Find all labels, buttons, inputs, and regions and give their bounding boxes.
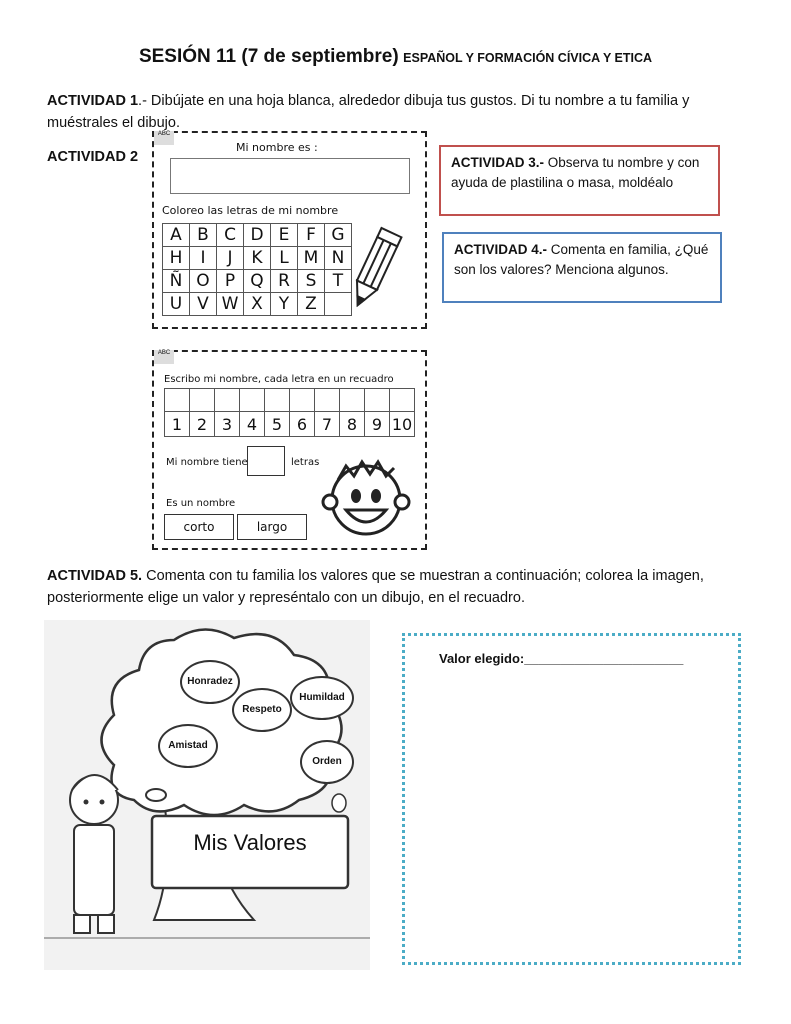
letter-box[interactable] bbox=[265, 389, 290, 412]
number-cell: 8 bbox=[340, 412, 365, 437]
number-cell: 3 bbox=[215, 412, 240, 437]
number-grid bbox=[164, 388, 415, 437]
count-card bbox=[152, 350, 427, 550]
letter-cell[interactable]: G bbox=[325, 224, 352, 247]
letter-cell[interactable]: Y bbox=[271, 293, 298, 316]
number-cell: 7 bbox=[315, 412, 340, 437]
apple-honradez: Honradez bbox=[180, 660, 240, 704]
chosen-value-label: Valor elegido:______________________ bbox=[439, 651, 684, 666]
letter-cell[interactable]: V bbox=[190, 293, 217, 316]
letter-cell[interactable]: H bbox=[163, 247, 190, 270]
letter-cell[interactable]: F bbox=[298, 224, 325, 247]
name-label: Mi nombre es : bbox=[236, 141, 318, 154]
letter-cell[interactable]: A bbox=[163, 224, 190, 247]
number-cell: 1 bbox=[165, 412, 190, 437]
pencil-icon bbox=[346, 223, 404, 313]
letter-cell[interactable]: X bbox=[244, 293, 271, 316]
number-cell: 10 bbox=[390, 412, 415, 437]
letter-cell[interactable]: M bbox=[298, 247, 325, 270]
count-box[interactable] bbox=[247, 446, 285, 476]
number-cell: 5 bbox=[265, 412, 290, 437]
activity-1: ACTIVIDAD 1.- Dibújate en una hoja blanca, alrededor dibuja tus gustos. Di tu nombre a tu familia y muéstrales el dibujo. bbox=[47, 93, 690, 131]
letter-cell[interactable]: L bbox=[271, 247, 298, 270]
apple-amistad: Amistad bbox=[158, 724, 218, 768]
letter-cell[interactable]: I bbox=[190, 247, 217, 270]
letter-cell[interactable]: O bbox=[190, 270, 217, 293]
number-cell: 9 bbox=[365, 412, 390, 437]
activity-5: ACTIVIDAD 5. Comenta con tu familia los valores que se muestran a continuación; colorea la imagen, posteriormente elige un valor y represéntalo con un dibujo, en el recuadro. bbox=[47, 568, 704, 606]
apple-humildad: Humildad bbox=[290, 676, 354, 720]
letter-box[interactable] bbox=[340, 389, 365, 412]
letter-cell[interactable]: U bbox=[163, 293, 190, 316]
letter-cell[interactable]: D bbox=[244, 224, 271, 247]
number-cell: 2 bbox=[190, 412, 215, 437]
name-card bbox=[152, 131, 427, 329]
activity-2-label: ACTIVIDAD 2 bbox=[47, 149, 139, 165]
letter-cell[interactable]: Ñ bbox=[163, 270, 190, 293]
letter-cell[interactable]: B bbox=[190, 224, 217, 247]
letter-cell[interactable]: S bbox=[298, 270, 325, 293]
abc-badge: ABC bbox=[154, 131, 174, 145]
count-label: Mi nombre tiene bbox=[166, 457, 248, 468]
letter-box[interactable] bbox=[290, 389, 315, 412]
abc-badge: ABC bbox=[154, 350, 174, 364]
letter-box[interactable] bbox=[215, 389, 240, 412]
letter-box[interactable] bbox=[390, 389, 415, 412]
letter-box[interactable] bbox=[165, 389, 190, 412]
color-letters-label: Coloreo las letras de mi nombre bbox=[162, 204, 339, 217]
number-cell: 6 bbox=[290, 412, 315, 437]
letter-cell[interactable]: K bbox=[244, 247, 271, 270]
write-label: Escribo mi nombre, cada letra en un recuadro bbox=[164, 374, 394, 385]
letter-box[interactable] bbox=[240, 389, 265, 412]
number-cell: 4 bbox=[240, 412, 265, 437]
letter-cell[interactable]: J bbox=[217, 247, 244, 270]
letter-cell[interactable]: W bbox=[217, 293, 244, 316]
values-tree-illustration bbox=[44, 620, 370, 970]
activity-3-box: ACTIVIDAD 3.- Observa tu nombre y con ayuda de plastilina o masa, moldéalo bbox=[439, 145, 720, 216]
smiley-face-icon bbox=[316, 452, 416, 542]
apple-respeto: Respeto bbox=[232, 688, 292, 732]
letter-cell[interactable]: Q bbox=[244, 270, 271, 293]
letters-grid bbox=[162, 223, 352, 316]
type-label: Es un nombre bbox=[166, 498, 236, 509]
letter-cell[interactable]: T bbox=[325, 270, 352, 293]
page-title: SESIÓN 11 (7 de septiembre) ESPAÑOL Y FORMACIÓN CÍVICA Y ETICA bbox=[138, 46, 653, 67]
letter-cell[interactable]: N bbox=[325, 247, 352, 270]
activity-4-box: ACTIVIDAD 4.- Comenta en familia, ¿Qué son los valores? Menciona algunos. bbox=[442, 232, 722, 303]
apple-orden: Orden bbox=[300, 740, 354, 784]
letter-cell[interactable]: C bbox=[217, 224, 244, 247]
letter-box[interactable] bbox=[315, 389, 340, 412]
name-field[interactable] bbox=[170, 158, 410, 194]
option-long[interactable]: largo bbox=[237, 514, 307, 540]
letter-box[interactable] bbox=[365, 389, 390, 412]
tree-sign: Mis Valores bbox=[193, 830, 307, 855]
letter-cell[interactable]: E bbox=[271, 224, 298, 247]
chosen-value-box[interactable] bbox=[402, 633, 741, 965]
letter-cell[interactable]: Z bbox=[298, 293, 325, 316]
letter-cell[interactable]: P bbox=[217, 270, 244, 293]
option-short[interactable]: corto bbox=[164, 514, 234, 540]
count-suffix: letras bbox=[291, 457, 320, 468]
letter-cell[interactable]: R bbox=[271, 270, 298, 293]
letter-box[interactable] bbox=[190, 389, 215, 412]
